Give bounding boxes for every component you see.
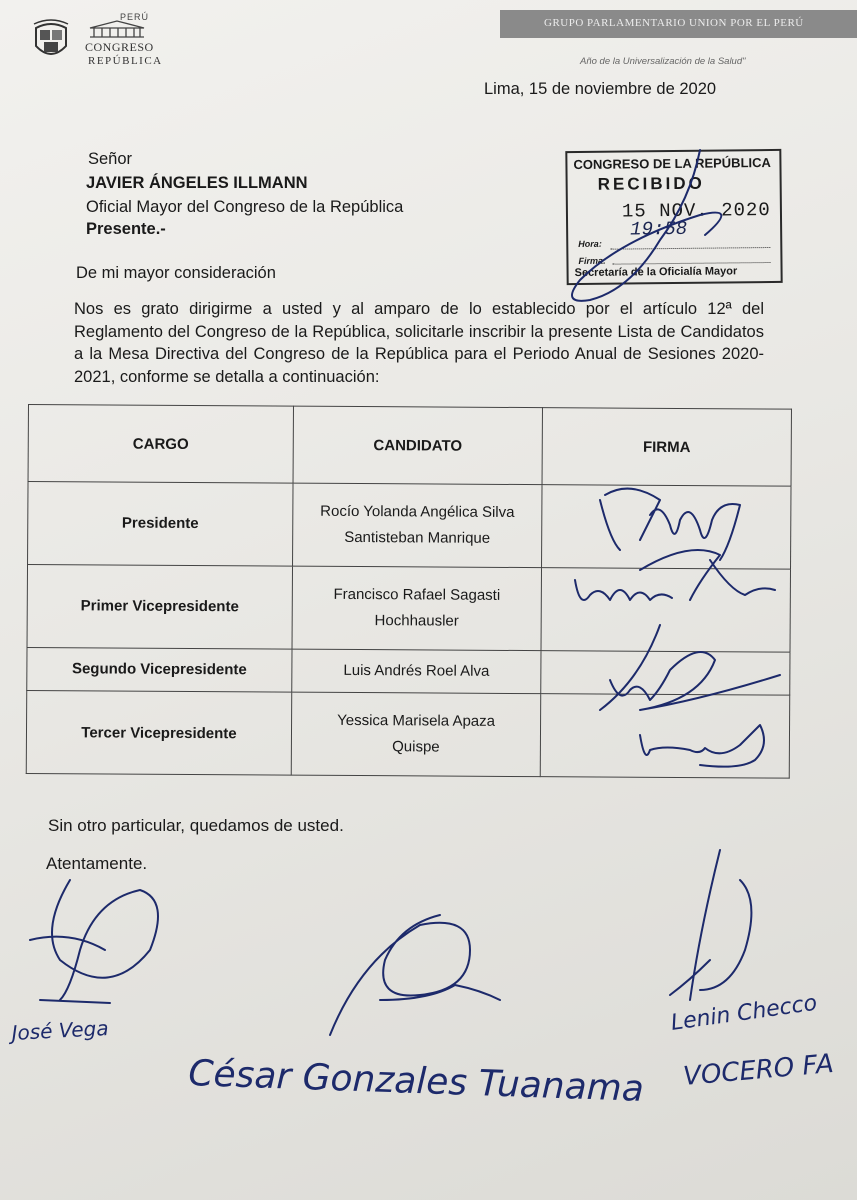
candidates-table (26, 404, 806, 783)
candidato-line: Rocío Yolanda Angélica Silva (320, 502, 515, 521)
row-candidato (292, 566, 542, 650)
header-cargo: CARGO (28, 405, 293, 484)
logo-congreso-label: CONGRESO (85, 40, 154, 54)
header-firma: FIRMA (542, 408, 791, 487)
stamp-firma-line (612, 262, 770, 265)
stamp-date: 15 NOV. 2020 (621, 198, 771, 223)
row-firma (542, 485, 792, 569)
table-row (27, 564, 790, 651)
addressee-title: Señor (88, 150, 133, 168)
candidato-line: Yessica Marisela Apaza (337, 711, 496, 730)
regards-line: Atentamente. (46, 854, 148, 873)
row-firma (541, 650, 790, 695)
stamp-office: Secretaría de la Oficialía Mayor (574, 265, 738, 280)
row-cargo: Segundo Vicepresidente (27, 647, 292, 692)
congress-logo (30, 10, 170, 72)
year-motto: Año de la Universalización de la Salud" (580, 56, 746, 67)
row-cargo: Primer Vicepresidente (27, 564, 293, 648)
stamp-institution: CONGRESO DE LA REPÚBLICA (573, 154, 771, 173)
signature-3-flourish (670, 850, 751, 1000)
candidato-line: Luis Andrés Roel Alva (343, 661, 490, 680)
stamp-received: RECIBIDO (597, 173, 705, 194)
addressee-name: JAVIER ÁNGELES ILLMANN (86, 174, 308, 192)
row-cargo: Tercer Vicepresidente (26, 691, 292, 775)
party-banner (500, 10, 857, 38)
header-candidato: CANDIDATO (293, 406, 542, 485)
table-header-row (28, 405, 791, 487)
candidato-line: Hochhausler (374, 611, 459, 630)
signature-1-flourish (30, 880, 158, 1003)
body-paragraph-text: Nos es grato dirigirme a usted y al amparo de lo establecido por el artículo 12ª del Reglamento del Congreso de la República, solicitarle inscribir la presente Lista de Candidatos a la Mesa Directiva del Congreso de la República para el Periodo Anual de Sesiones 2020-2021, conforme se detalla a continuación: (74, 300, 764, 386)
closing-line: Sin otro particular, quedamos de usted. (48, 816, 344, 835)
row-candidato (292, 649, 541, 694)
received-stamp (565, 149, 782, 285)
party-banner-text: GRUPO PARLAMENTARIO UNION POR EL PERÚ (544, 17, 804, 29)
letter-date: Lima, 15 de noviembre de 2020 (484, 80, 717, 98)
signature-3-line2: VOCERO FA (681, 1048, 835, 1092)
row-candidato (291, 692, 541, 776)
signature-2-name: César Gonzales Tuanama (187, 1053, 645, 1110)
table-row (26, 691, 789, 778)
signature-1-name: José Vega (11, 1015, 110, 1045)
coat-of-arms-icon (32, 18, 70, 64)
stamp-time: 19:58 (630, 217, 688, 241)
table-row (27, 647, 790, 695)
logo-country-label: PERÚ (120, 12, 150, 22)
row-candidato (293, 483, 543, 567)
row-firma (541, 567, 791, 651)
row-firma (540, 694, 790, 778)
logo-republica-label: REPÚBLICA (88, 55, 163, 67)
stamp-firma-label: Firma: (578, 255, 607, 267)
table-row (28, 482, 791, 569)
stamp-hora-line (610, 247, 770, 250)
stamp-hora-label: Hora: (578, 238, 602, 250)
row-cargo: Presidente (28, 482, 294, 566)
body-paragraph (74, 298, 764, 388)
signature-3-line1: Lenin Checco (669, 990, 819, 1036)
signature-2-flourish (330, 915, 500, 1035)
candidato-line: Francisco Rafael Sagasti (333, 585, 501, 604)
addressee-presente: Presente.- (86, 220, 166, 238)
candidato-line: Santisteban Manrique (344, 528, 491, 547)
congress-building-icon (88, 20, 146, 38)
candidato-line: Quispe (392, 738, 440, 756)
salutation: De mi mayor consideración (76, 264, 276, 282)
addressee-position: Oficial Mayor del Congreso de la República (86, 198, 404, 216)
